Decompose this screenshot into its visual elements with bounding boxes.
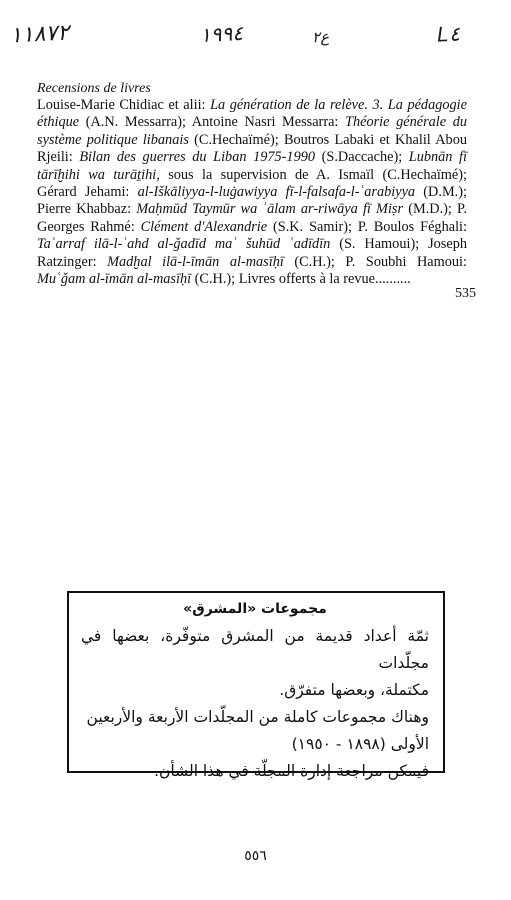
notice-line: ثمّة أعداد قديمة من المشرق متوفّرة، بعضها في مجلّدات [81,627,429,672]
collections-notice-box [67,591,445,780]
book-title: Madḫal ilā-l-īmān al-masīḥī [107,253,284,270]
review-text: (M.D.); P. Georges Rahmé: [37,201,467,235]
handwritten-year: ١٩٩٤ [199,20,244,48]
book-title: Muʿǧam al-īmān al-masīḥī [37,271,192,288]
review-text: (S.K. Samir); P. Boulos Féghali: [267,218,467,235]
book-title: Lubnān fī tārīḫihi wa turāṯihi, [37,149,467,183]
notice-title: مجموعات «المشرق» [183,601,327,617]
review-text: Louise-Marie Chidiac et alii: [37,97,211,113]
page-number: ٥٥٦ [244,848,267,864]
review-text: (C.Hechaïmé); Boutros Labaki et Khalil Abou Rjeili: [37,131,467,166]
review-text: (S. Hamoui); Joseph Ratzinger: [37,236,467,270]
notice-line: الأولى (١٨٩٨ - ١٩٥٠) [291,735,429,753]
reviews-section [37,80,467,288]
book-title: La génération de la relève. 3. La pédagogie éthique [37,97,467,131]
book-title: Maḥmūd Taymūr wa ʿālam ar-riwāya fī Miṣr [136,201,404,218]
handwritten-code: L٤ [436,21,461,47]
review-text: sous la supervision de A. Ismaïl (C.Hechaïmé); Gérard Jehami: [37,166,468,201]
handwritten-ref: ١١٨٧٢ [9,20,70,49]
entry-page-number: 535 [455,286,476,301]
book-title: al-Iškāliyya-l-luġawiyya fī-l-falsafa-l-ʿarabiyya [137,184,416,201]
review-text: (A.N. Messarra); Antoine Nasri Messarra: [79,114,345,131]
review-text: (S.Daccache); [315,149,409,166]
book-title: Bilan des guerres du Liban 1975-1990 [79,149,316,166]
handwritten-issue: ع٢ [311,27,330,47]
book-title: Théorie générale du système politique libanais [37,114,467,148]
notice-line: فيمكن مراجعة إدارة المجلّة في هذا الشأن. [154,762,429,780]
notice-line: مكتملة، وبعضها متفرّق. [279,681,429,699]
book-title: Taʿarraf ilā-l-ʿahd al-ǧadīd maʿ šuhūd ʿadīdīn [37,236,331,253]
notice-line: وهناك مجموعات كاملة من المجلّدات الأربعة والأربعين [86,708,429,726]
review-text: (D.M.); Pierre Khabbaz: [37,184,467,218]
review-text: (C.H.); P. Soubhi Hamoui: [283,253,467,270]
section-title: Recensions de livres [37,81,151,96]
book-title: Clément d'Alexandrie [140,218,268,235]
review-text: (C.H.); Livres offerts à la revue.......... [191,271,411,288]
reviews-entry [37,97,467,288]
